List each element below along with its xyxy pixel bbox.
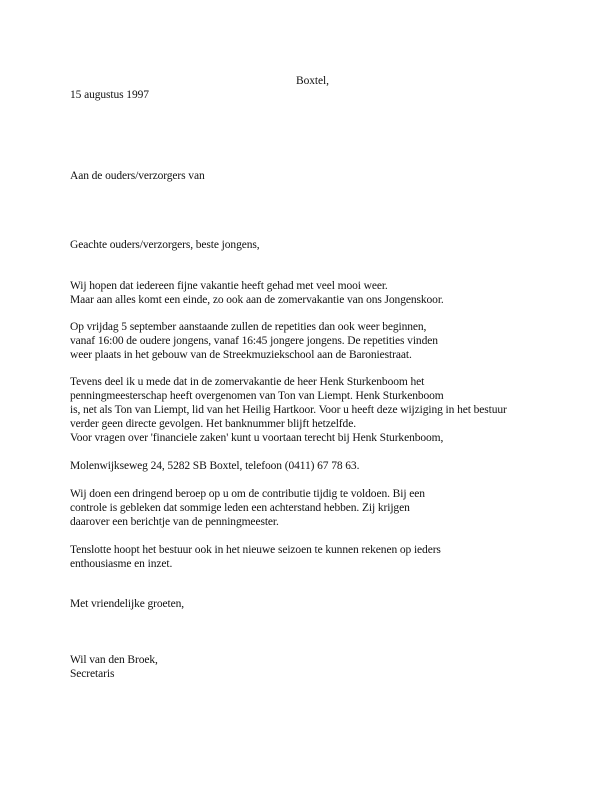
signature-title: Secretaris bbox=[70, 668, 115, 680]
paragraph-line: vanaf 16:00 de oudere jongens, vanaf 16:45 jongere jongens. De repetities vinden bbox=[70, 335, 438, 347]
paragraph-line: weer plaats in het gebouw van de Streekmuziekschool aan de Baroniestraat. bbox=[70, 349, 412, 361]
paragraph-line: penningmeesterschap heeft overgenomen van Ton van Liempt. Henk Sturkenboom bbox=[70, 390, 444, 402]
paragraph-line: Tevens deel ik u mede dat in de zomervakantie de heer Henk Sturkenboom het bbox=[70, 376, 425, 388]
closing: Met vriendelijke groeten, bbox=[70, 598, 185, 610]
paragraph-line: verder geen directe gevolgen. Het banknummer blijft hetzelfde. bbox=[70, 418, 356, 430]
paragraph-line: Voor vragen over 'financiele zaken' kunt u voortaan terecht bij Henk Sturkenboom, bbox=[70, 432, 444, 444]
signature-name: Wil van den Broek, bbox=[70, 654, 158, 666]
letter-place: Boxtel, bbox=[296, 75, 329, 87]
paragraph-line: Wij doen een dringend beroep op u om de contributie tijdig te voldoen. Bij een bbox=[70, 488, 425, 500]
paragraph-line: Tenslotte hoopt het bestuur ook in het nieuwe seizoen te kunnen rekenen op ieders bbox=[70, 544, 441, 556]
paragraph-line: Op vrijdag 5 september aanstaande zullen de repetities dan ook weer beginnen, bbox=[70, 321, 427, 333]
addressee: Aan de ouders/verzorgers van bbox=[70, 170, 205, 182]
paragraph-line: Wij hopen dat iedereen fijne vakantie heeft gehad met veel mooi weer. bbox=[70, 280, 388, 292]
paragraph-line: Maar aan alles komt een einde, zo ook aan de zomervakantie van ons Jongenskoor. bbox=[70, 294, 444, 306]
paragraph-line: daarover een berichtje van de penningmeester. bbox=[70, 516, 279, 528]
paragraph-line: controle is gebleken dat sommige leden een achterstand hebben. Zij krijgen bbox=[70, 502, 410, 514]
address-line: Molenwijkseweg 24, 5282 SB Boxtel, telefoon (0411) 67 78 63. bbox=[70, 460, 360, 472]
paragraph-line: enthousiasme en inzet. bbox=[70, 558, 173, 570]
paragraph-line: is, net als Ton van Liempt, lid van het Heilig Hartkoor. Voor u heeft deze wijziging in het bestuur bbox=[70, 404, 507, 416]
letter-date: 15 augustus 1997 bbox=[70, 89, 149, 101]
salutation: Geachte ouders/verzorgers, beste jongens, bbox=[70, 239, 260, 251]
